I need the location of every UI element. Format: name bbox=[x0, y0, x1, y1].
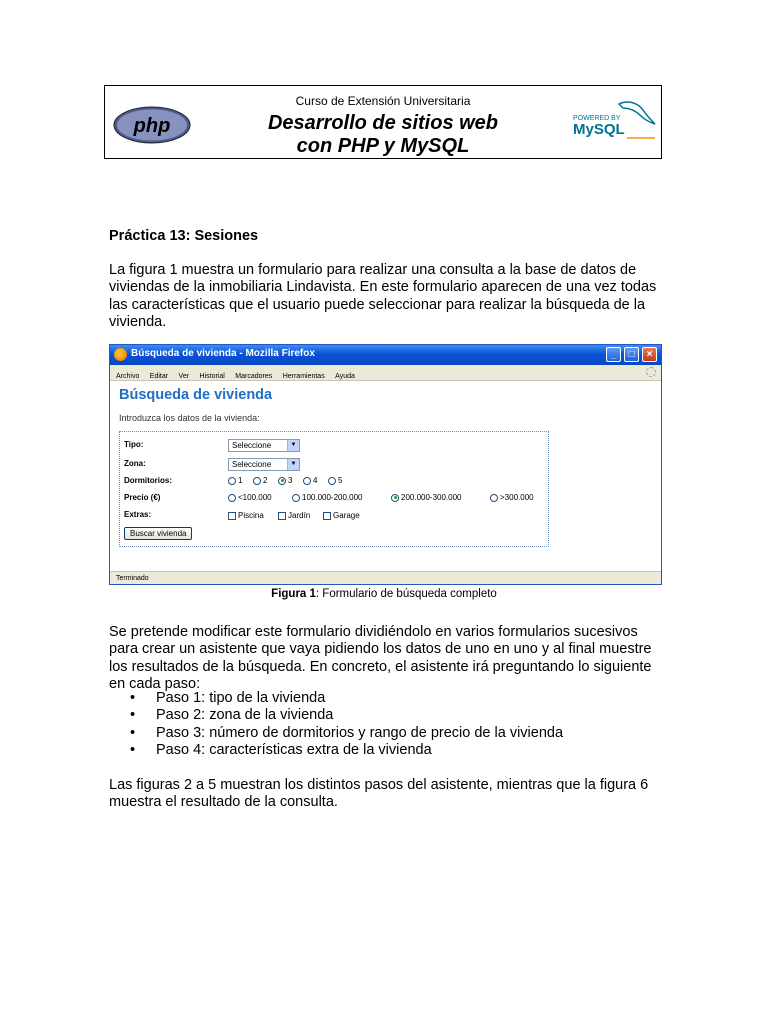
page-content bbox=[110, 381, 661, 571]
paragraph-2: Se pretende modificar este formulario dividiéndolo en varios formularios sucesivos para crear un asistente que vaya pidiendo los datos de uno en uno y al final muestre los resultados de la búsqueda. En concreto, el asistente irá preguntando lo siguiente en cada paso: bbox=[109, 624, 652, 692]
menu-ayuda[interactable]: Ayuda bbox=[335, 373, 355, 380]
page-subtitle: Introduzca los datos de la vivienda: bbox=[119, 413, 260, 423]
extras-checkbox-piscina[interactable]: Piscina bbox=[228, 511, 264, 520]
menu-marcadores[interactable]: Marcadores bbox=[235, 373, 273, 380]
precio-radio-3[interactable]: 200.000-300.000 bbox=[391, 493, 462, 502]
close-button[interactable]: × bbox=[642, 347, 657, 362]
menu-ver[interactable]: Ver bbox=[178, 373, 190, 380]
intro-paragraph: La figura 1 muestra un formulario para realizar una consulta a la base de datos de viviendas de la inmobiliaria Lindavista. En este formulario aparecen de una vez todas las características que el usuario puede seleccionar para realizar la búsqueda de la vivienda. bbox=[109, 262, 657, 330]
tipo-label: Tipo: bbox=[124, 440, 144, 449]
window-titlebar bbox=[110, 345, 661, 365]
menu-editar[interactable]: Editar bbox=[149, 373, 169, 380]
extras-checkbox-garage[interactable]: Garage bbox=[323, 511, 360, 520]
mysql-powered-text: POWERED BY bbox=[573, 115, 621, 122]
extras-label: Extras: bbox=[124, 510, 152, 519]
precio-radio-2[interactable]: 100.000-200.000 bbox=[292, 493, 363, 502]
search-button[interactable]: Buscar vivienda bbox=[124, 527, 192, 540]
window-title: Búsqueda de vivienda - Mozilla Firefox bbox=[131, 348, 315, 359]
menu-bar bbox=[110, 365, 661, 381]
dormitorios-radio-4[interactable]: 4 bbox=[303, 476, 317, 485]
list-item: • Paso 3: número de dormitorios y rango de precio de la vivienda bbox=[128, 725, 563, 742]
menu-historial[interactable]: Historial bbox=[199, 373, 225, 380]
chevron-down-icon: ▼ bbox=[287, 459, 299, 470]
steps-list bbox=[128, 690, 563, 759]
list-item: • Paso 4: características extra de la vivienda bbox=[128, 742, 563, 759]
mysql-logo-text: MySQL bbox=[573, 121, 625, 138]
figure-caption bbox=[0, 588, 768, 600]
tipo-select-value: Seleccione bbox=[232, 441, 272, 450]
php-logo-text: php bbox=[133, 115, 171, 137]
course-title-line2: con PHP y MySQL bbox=[296, 135, 470, 157]
status-bar: Terminado bbox=[110, 571, 661, 584]
precio-label: Precio (€) bbox=[124, 493, 161, 502]
document-header bbox=[104, 85, 662, 159]
mysql-logo bbox=[571, 98, 657, 140]
menu-herramientas[interactable]: Herramientas bbox=[282, 373, 325, 380]
extras-checkbox-jardin[interactable]: Jardín bbox=[278, 511, 310, 520]
dormitorios-radio-3[interactable]: 3 bbox=[278, 476, 292, 485]
dormitorios-radio-5[interactable]: 5 bbox=[328, 476, 342, 485]
precio-radio-1[interactable]: <100.000 bbox=[228, 493, 272, 502]
page-heading: Búsqueda de vivienda bbox=[119, 387, 273, 403]
list-item: • Paso 2: zona de la vivienda bbox=[128, 707, 563, 724]
dormitorios-radio-1[interactable]: 1 bbox=[228, 476, 242, 485]
zona-label: Zona: bbox=[124, 459, 146, 468]
firefox-icon bbox=[114, 348, 127, 361]
figure-browser-window bbox=[109, 344, 662, 585]
paragraph-3: Las figuras 2 a 5 muestran los distintos pasos del asistente, mientras que la figura 6 muestra el resultado de la consulta. bbox=[109, 777, 649, 811]
maximize-button[interactable]: □ bbox=[624, 347, 639, 362]
course-title-line1: Desarrollo de sitios web bbox=[267, 112, 499, 134]
caption-text: : Formulario de búsqueda completo bbox=[315, 588, 497, 600]
search-form bbox=[119, 431, 549, 547]
menu-archivo[interactable]: Archivo bbox=[116, 373, 140, 380]
zona-select-value: Seleccione bbox=[232, 460, 272, 469]
tipo-select[interactable] bbox=[228, 439, 300, 452]
precio-radio-4[interactable]: >300.000 bbox=[490, 493, 534, 502]
practice-title: Práctica 13: Sesiones bbox=[109, 228, 259, 244]
dormitorios-radio-2[interactable]: 2 bbox=[253, 476, 267, 485]
dormitorios-label: Dormitorios: bbox=[124, 476, 172, 485]
minimize-button[interactable]: _ bbox=[606, 347, 621, 362]
caption-label: Figura 1 bbox=[271, 588, 316, 600]
throbber-icon bbox=[646, 367, 656, 377]
course-name: Curso de Extensión Universitaria bbox=[295, 94, 471, 108]
list-item: • Paso 1: tipo de la vivienda bbox=[128, 690, 563, 707]
chevron-down-icon: ▼ bbox=[287, 440, 299, 451]
zona-select[interactable] bbox=[228, 458, 300, 471]
